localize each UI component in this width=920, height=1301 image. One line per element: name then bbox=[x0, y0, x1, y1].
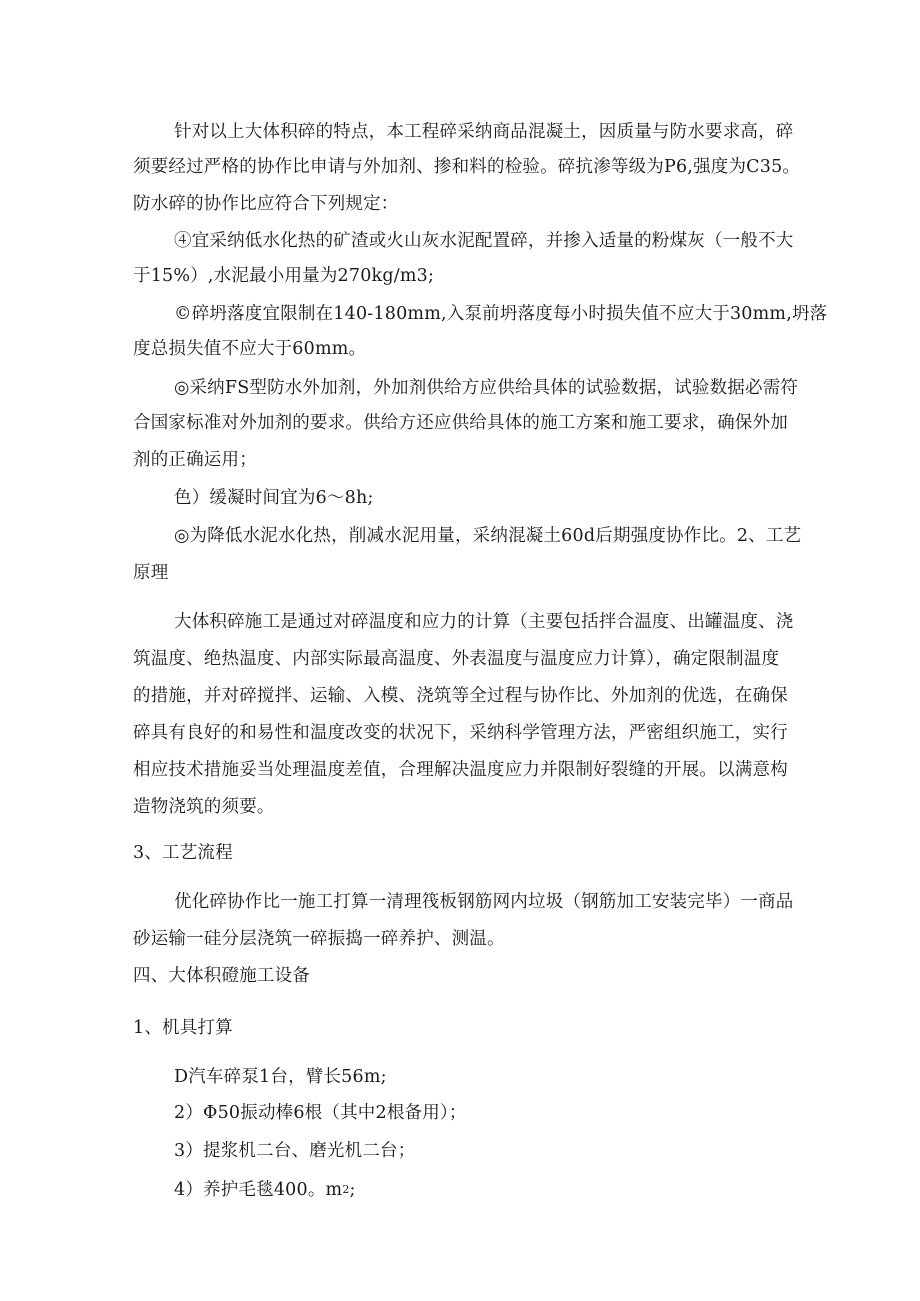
paragraph-line: 筑温度、绝热温度、内部实际最高温度、外表温度与温度应力计算），确定限制温度 bbox=[133, 649, 780, 669]
paragraph-line: 优化碎协作比一施工打算一清理筏板钢筋网内垃圾（钢筋加工安装完毕）一商品 bbox=[174, 892, 794, 912]
paragraph-line: 砂运输一硅分层浇筑一碎振捣一碎养护、测温。 bbox=[133, 929, 505, 949]
paragraph-line: 碎具有良好的和易性和温度改变的状况下，采纳科学管理方法，严密组织施工，实行 bbox=[133, 723, 788, 743]
paragraph-line: ◎采纳FS型防水外加剂，外加剂供给方应供给具体的试验数据，试验数据必需符 bbox=[174, 378, 799, 398]
paragraph-line: 于15%）,水泥最小用量为270kg∕m3; bbox=[133, 266, 435, 286]
paragraph-line: 剂的正确运用； bbox=[133, 450, 257, 470]
list-item: 2）Φ50振动棒6根（其中2根备用）； bbox=[174, 1103, 467, 1123]
list-item bbox=[174, 1182, 874, 1200]
section-heading: 3、工艺流程 bbox=[133, 843, 233, 863]
paragraph-line: 合国家标准对外加剂的要求。供给方还应供给具体的施工方案和施工要求，确保外加 bbox=[133, 413, 788, 433]
paragraph-line: 须要经过严格的协作比申请与外加剂、掺和料的检验。碎抗渗等级为P6,强度为C35。 bbox=[133, 157, 801, 177]
paragraph-line: 原理 bbox=[133, 563, 169, 583]
paragraph-line: ©碎坍落度宜限制在140-180mm,入泵前坍落度每小时损失值不应大于30mm,坍落 bbox=[174, 304, 828, 324]
paragraph-line: 相应技术措施妥当处理温度差值，合理解决温度应力并限制好裂缝的开展。以满意构 bbox=[133, 760, 788, 780]
paragraph-line: 大体积碎施工是通过对碎温度和应力的计算（主要包括拌合温度、出罐温度、浇 bbox=[174, 612, 794, 632]
list-item: 3）提浆机二台、磨光机二台； bbox=[174, 1141, 416, 1161]
paragraph-line: 度总损失值不应大于60mm。 bbox=[133, 339, 367, 359]
list-item-tail: ; bbox=[349, 1180, 356, 1200]
paragraph-line: 防水碎的协作比应符合下列规定： bbox=[133, 194, 399, 214]
paragraph-line: 造物浇筑的须要。 bbox=[133, 797, 275, 817]
superscript: 2 bbox=[342, 1183, 350, 1196]
paragraph-line: ◎为降低水泥水化热，削减水泥用量，采纳混凝土60d后期强度协作比。2、工艺 bbox=[174, 526, 802, 546]
paragraph-line: 色）缓凝时间宜为6～8h; bbox=[174, 488, 374, 508]
list-item: D汽车碎泵1台，臂长56m; bbox=[174, 1067, 387, 1087]
paragraph-line: 的措施，并对碎搅拌、运输、入模、浇筑等全过程与协作比、外加剂的优选，在确保 bbox=[133, 686, 788, 706]
list-item-text: 4）养护毛毯400。m bbox=[174, 1180, 343, 1200]
paragraph-line: ④宜采纳低水化热的矿渣或火山灰水泥配置碎，并掺入适量的粉煤灰（一般不大 bbox=[174, 231, 794, 251]
section-heading: 四、大体积磴施工设备 bbox=[133, 966, 310, 986]
subsection-heading: 1、机具打算 bbox=[133, 1018, 233, 1038]
paragraph-line: 针对以上大体积碎的特点，本工程碎采纳商品混凝土，因质量与防水要求高，碎 bbox=[174, 122, 794, 142]
